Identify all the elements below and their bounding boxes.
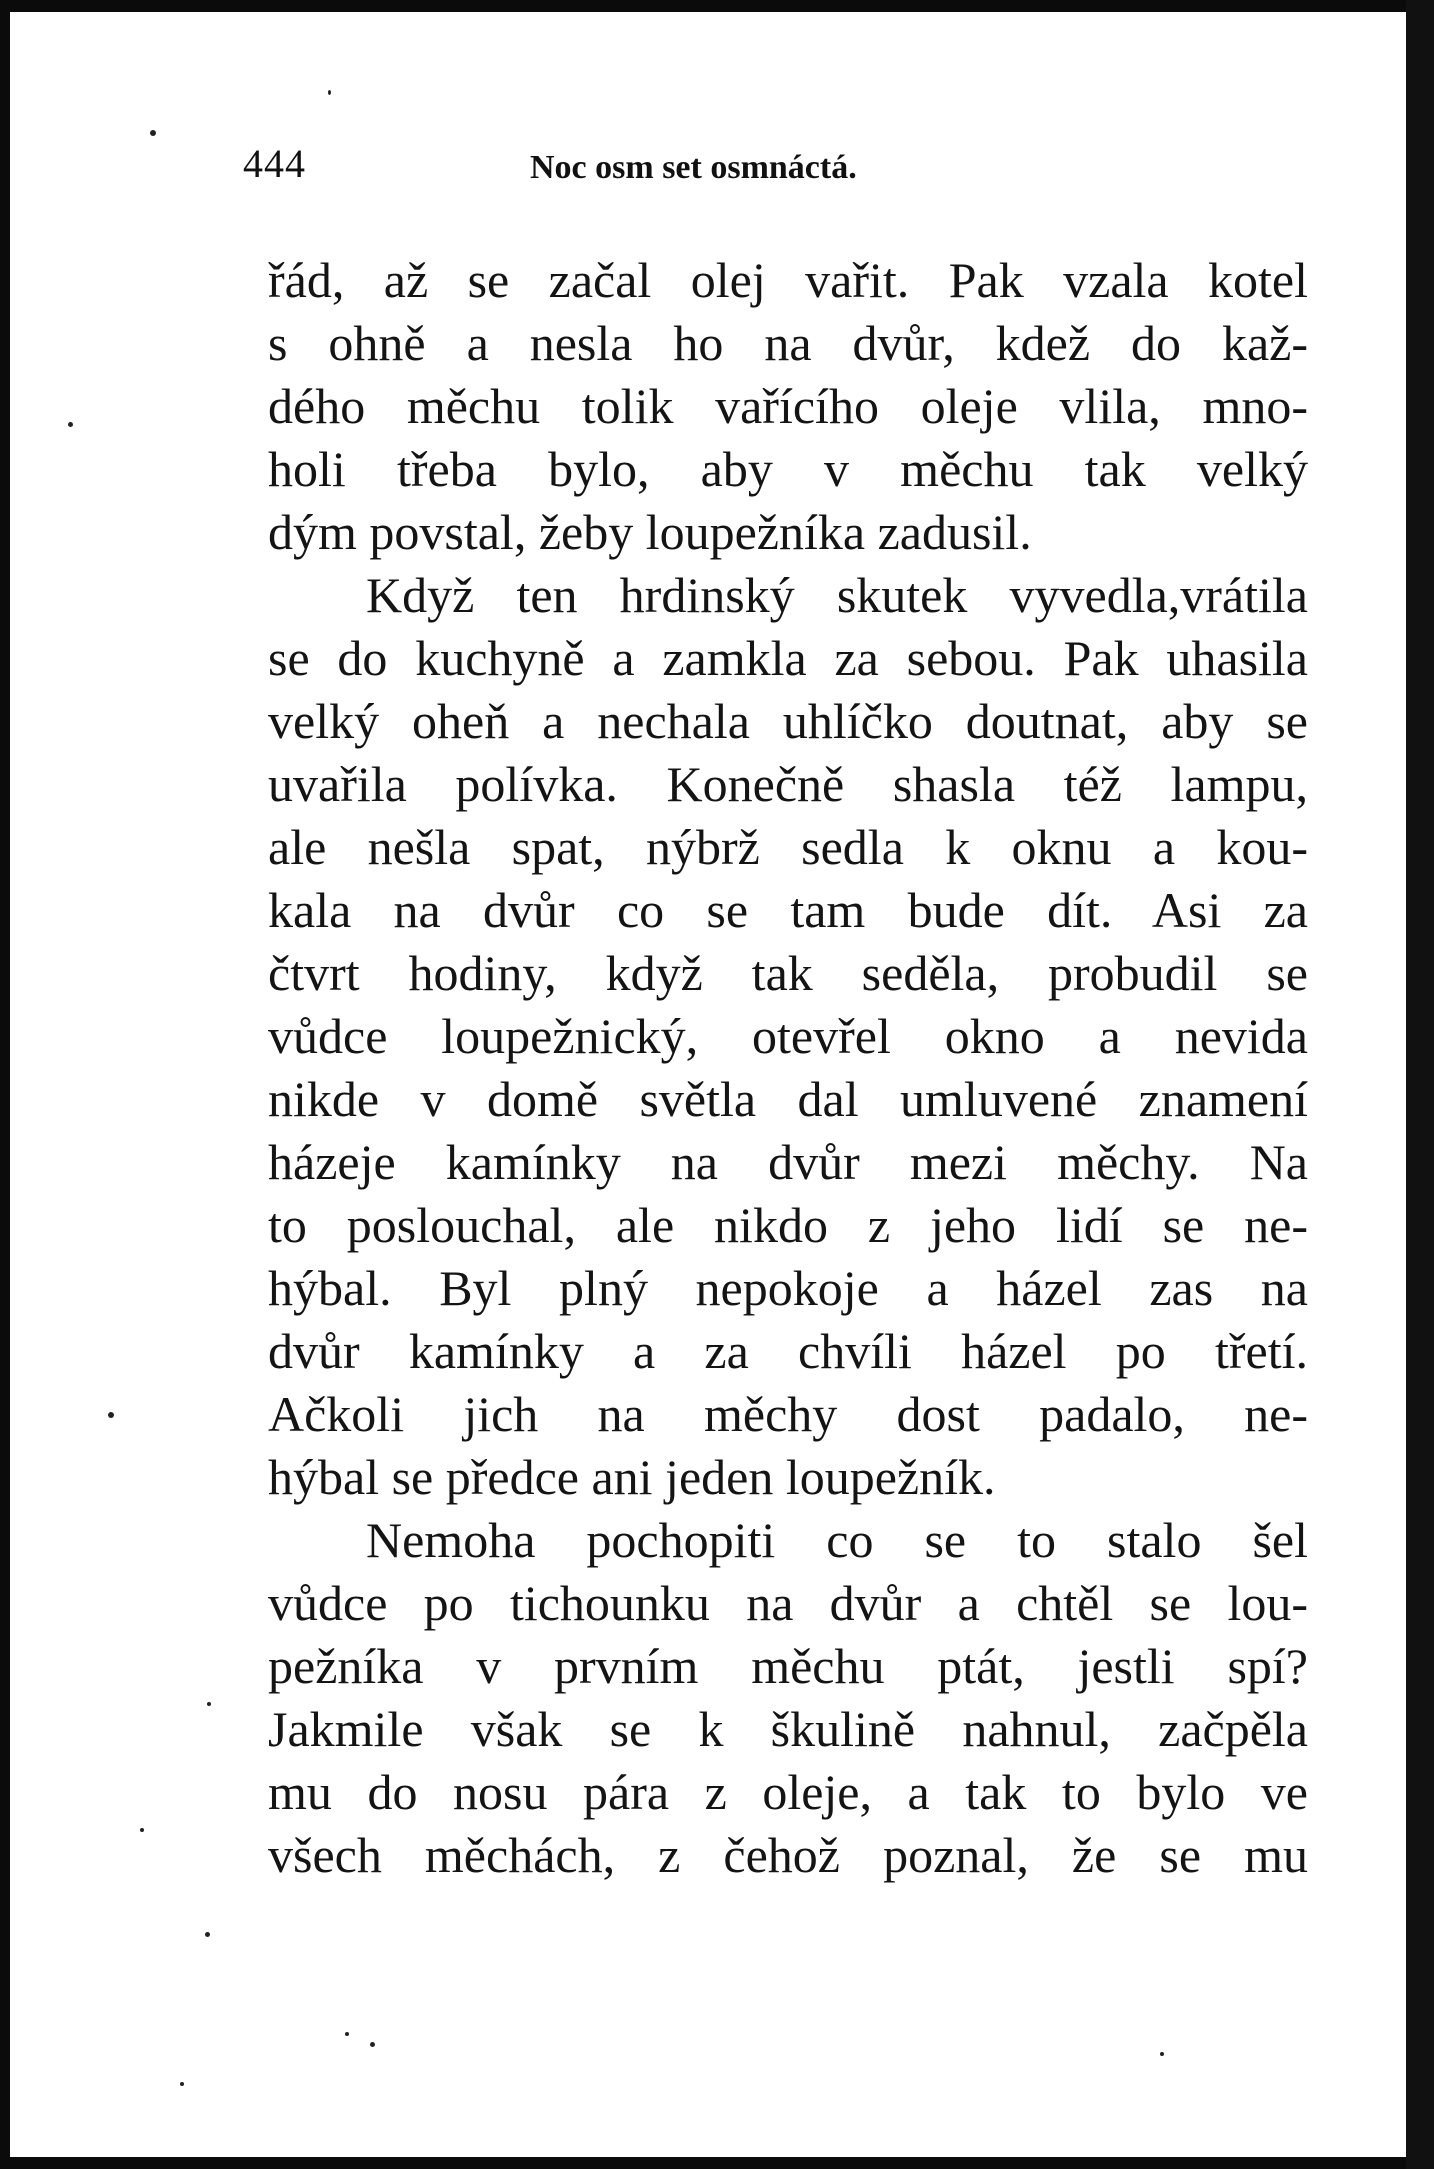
text-line: vůdce po tichounku na dvůr a chtěl se lou-: [268, 1575, 1308, 1631]
text-line: uvařila polívka. Konečně shasla též lampu,: [268, 756, 1308, 812]
text-line: Jakmile však se k škulině nahnul, začpěla: [268, 1701, 1308, 1757]
scan-speck: [140, 1828, 144, 1832]
text-line: dého měchu tolik vařícího oleje vlila, mno-: [268, 378, 1308, 434]
text-line: velký oheň a nechala uhlíčko doutnat, aby se: [268, 693, 1308, 749]
scan-speck: [150, 130, 156, 136]
text-line: holi třeba bylo, aby v měchu tak velký: [268, 441, 1308, 497]
scan-speck: [370, 2042, 375, 2047]
text-line: házeje kamínky na dvůr mezi měchy. Na: [268, 1134, 1308, 1190]
text-line: s ohně a nesla ho na dvůr, kdež do kaž-: [268, 315, 1308, 371]
text-line: Ačkoli jich na měchy dost padalo, ne-: [268, 1386, 1308, 1442]
scan-speck: [345, 2032, 349, 2036]
scan-speck: [180, 2082, 184, 2086]
body-text: [268, 249, 1308, 1887]
book-page: [10, 12, 1407, 2157]
text-line: Když ten hrdinský skutek vyvedla,vrátila: [366, 567, 1308, 623]
scan-speck: [108, 1412, 114, 1418]
text-line: dvůr kamínky a za chvíli házel po třetí.: [268, 1323, 1308, 1379]
scan-speck: [328, 90, 331, 95]
text-line: hýbal se předce ani jeden loupežník.: [268, 1449, 996, 1505]
text-line: kala na dvůr co se tam bude dít. Asi za: [268, 882, 1308, 938]
text-line: řád, až se začal olej vařit. Pak vzala kotel: [268, 252, 1308, 308]
text-line: ale nešla spat, nýbrž sedla k oknu a kou-: [268, 819, 1308, 875]
text-line: to poslouchal, ale nikdo z jeho lidí se ne-: [268, 1197, 1308, 1253]
text-line: vůdce loupežnický, otevřel okno a nevida: [268, 1008, 1308, 1064]
text-line: hýbal. Byl plný nepokoje a házel zas na: [268, 1260, 1308, 1316]
scan-speck: [207, 1702, 211, 1706]
page-edge-shadow: [1406, 0, 1434, 2169]
page-number: 444: [243, 141, 306, 186]
scan-speck: [68, 422, 73, 427]
text-line: pežníka v prvním měchu ptát, jestli spí?: [268, 1638, 1308, 1694]
text-line: nikde v domě světla dal umluvené znamení: [268, 1071, 1308, 1127]
text-line: mu do nosu pára z oleje, a tak to bylo ve: [268, 1764, 1308, 1820]
scan-speck: [205, 1932, 210, 1937]
running-title: Noc osm set osmnáctá.: [530, 149, 857, 186]
text-line: se do kuchyně a zamkla za sebou. Pak uhasila: [268, 630, 1308, 686]
text-line: všech měchách, z čehož poznal, že se mu: [268, 1827, 1308, 1883]
text-line: dým povstal, žeby loupežníka zadusil.: [268, 504, 1032, 560]
page-header: [243, 140, 1323, 200]
scan-speck: [1160, 2052, 1164, 2056]
text-line: čtvrt hodiny, když tak seděla, probudil se: [268, 945, 1308, 1001]
text-line: Nemoha pochopiti co se to stalo šel: [366, 1512, 1308, 1568]
